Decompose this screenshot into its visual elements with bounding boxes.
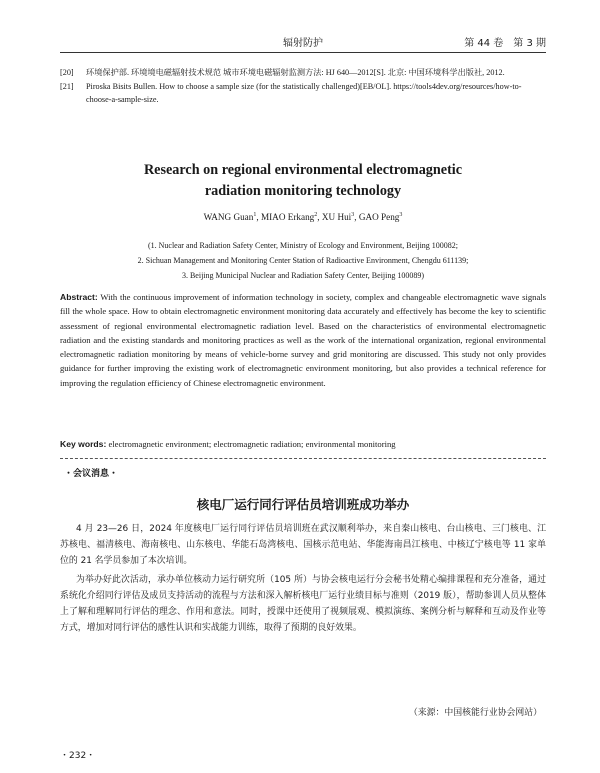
author-name: WANG Guan [203, 212, 254, 223]
affiliation-line: 3. Beijing Municipal Nuclear and Radiation Safety Center, Beijing 100089) [181, 271, 425, 280]
author-separator: , [317, 212, 322, 223]
news-paragraph: 为举办好此次活动，承办单位核动力运行研究所（105 所）与协会核电运行分会秘书处精心编排课程和充分准备，通过系统化介绍同行评估及成员支持活动的流程与方法和深入解析核电厂运行业绩目标与准则（2019 版），帮助参训人员从整体上了解和理解同行评估的理念、作用和意法。同时，授课中还使用了视频展观、模拟演练、案例分析与解释和互动及作业等方式，增加对同行评估的感性认识和实战能力训练，取得了预期的良好效果。 [60, 575, 546, 633]
reference-item [60, 66, 546, 80]
news-title: 核电厂运行同行评估员培训班成功举办 [196, 497, 410, 512]
author-affiliation-mark: 1 [253, 212, 257, 218]
header-rule [60, 52, 546, 53]
news-paragraph: 4 月 23—26 日，2024 年度核电厂运行同行评估员培训班在武汉顺利举办，来自秦山核电、台山核电、三门核电、江苏核电、福清核电、海南核电、山东核电、华能石岛湾核电、国核示范电站、华能海南昌江核电、中核辽宁核电等 11 家单位的 21 名学员参加了本次培训。 [60, 524, 546, 566]
keywords-label: Key words: [60, 439, 107, 449]
page-number: ・232・ [60, 751, 96, 761]
reference-item [60, 80, 546, 107]
keywords-text: electromagnetic environment; electromagnetic radiation; environmental monitoring [106, 439, 396, 449]
author-separator: , [354, 212, 359, 223]
reference-number: [21] [60, 81, 74, 91]
reference-number: [20] [60, 68, 74, 77]
author-separator: , [256, 212, 261, 223]
author-affiliation-mark: 2 [314, 212, 318, 218]
section-divider [60, 458, 546, 459]
keywords [60, 437, 546, 451]
running-header [60, 34, 546, 50]
section-label: ・会议消息・ [64, 469, 119, 479]
reference-text: Piroska Bisits Bullen. How to choose a sample size (for the statistically challenged)[EB/OL]. https://tools4dev.org/resources/how-to-choose-a-sample-size. [86, 81, 522, 104]
issue-info: 第 44 卷 第 3 期 [464, 38, 546, 49]
affiliations [60, 238, 546, 283]
title-line-1: Research on regional environmental electromagnetic [143, 162, 463, 178]
abstract-label: Abstract: [60, 292, 98, 302]
reference-text: 环境保护部. 环境境电磁辐射技术规范 城市环境电磁辐射监测方法: HJ 640—2012[S]. 北京: 中国环境科学出版社, 2012. [86, 68, 505, 77]
affiliation-line: (1. Nuclear and Radiation Safety Center, Ministry of Ecology and Environment, Beijing 100082; [147, 241, 459, 250]
news-source: （来源：中国核能行业协会网站） [408, 708, 542, 718]
title-line-2: radiation monitoring technology [204, 183, 402, 199]
english-title [60, 160, 546, 202]
author-affiliation-mark: 3 [351, 212, 355, 218]
news-body [60, 522, 546, 641]
author-list [60, 212, 546, 222]
abstract [60, 290, 546, 390]
affiliation-line: 2. Sichuan Management and Monitoring Center Station of Radioactive Environment, Chengdu 611139; [137, 256, 469, 265]
author-name: GAO Peng [358, 212, 400, 223]
abstract-text: With the continuous improvement of information technology in society, complex and changeable electromagnetic wave signals fill the whole space. How to obtain electromagnetic environment monitoring data accurately and effectively has become the key to scientific assessment of regional environmental electromagnetic radiation level. Based on the characteristics of environmental electromagnetic radiation and the existing standards and monitoring practices as well as the work of the international organization, regional environmental electromagnetic radiation monitoring by means of vehicle-borne survey and grid monitoring are discussed. This study not only provides guidance for further improving the existing work of electromagnetic environment monitoring, but also provides a technical reference for improving the regulation efficiency of Chinese electromagnetic environment. [60, 292, 546, 388]
author-affiliation-mark: 3 [399, 212, 403, 218]
journal-name: 辐射防护 [283, 38, 323, 49]
references [60, 66, 546, 107]
author-name: XU Hui [321, 212, 352, 223]
author-name: MIAO Erkang [260, 212, 315, 223]
